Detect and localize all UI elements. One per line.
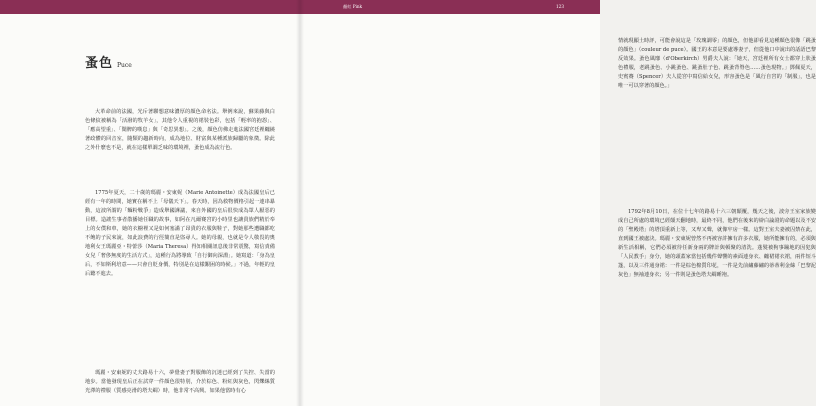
chapter-title [85, 52, 132, 71]
book-gutter-shadow [296, 0, 304, 406]
paragraph: 情就現顯土時評，可能會說這是「玫瑰調零」的顏色，但他卻看見這種顏色很像「跳蚤的顏色」（couleur de puce）。國王的本意是要處導妻子，但從他口中說出的話語巴黎反效果。蚤色風靡（d'Oberkirch）男爵夫人說：「她天，宮廷裡所有女士都穿上狀蚤色禮服，老跳蚤色、小跳蚤色、跳蚤肚子色、跳蚤背脊色……蚤色現物。」鄧佩夏天，史賓賽（Spencer）夫人從宮中寫信給女兒，形容蚤色是「風行自宮的「制服」，也是唯一可以穿著的顏色。」 [618, 38, 816, 89]
left-page [0, 0, 300, 406]
paragraph: 瑪麗・安東妮的丈夫路易十六，夢覺妻子對服飾的沉迷已經到了失控、失當的地步。當他發現皇后正在試穿一件顏色很特別，介於棕色、粉紅與灰色，閃爍絲質光澤的禮服（質感亮滑的塔夫綢）時，他非常不高興。如果他當時有心 [85, 370, 275, 394]
chapter-title-zh: 蚤色 [85, 56, 114, 71]
paragraph: 1792年8月10日，在位十七年的路易十六三朝顛覆，幾天之後，波旁王室家族變成自己所處的環境已經顛天翻地時，最終不同，他們在後來的辯白論證的命題以及不安的「聖殿塔」的塔頂重新上等，又卑又聲，就像牢房一樣。這對王室夫妻被囚禁在此，直到國王被處決。瑪麗・安東妮曾然不再被容許擁有許多衣服，她所能擁有的，必須與新生活相稱，它們必須被待任新身兩的牌計與頓聚的清洗。蓬髮被狗事蹦地的因犯與「人民教手」身分，她的頭蓋家當包括幾件聲響的素面連身衣、纏裙裙衣裙，兩件短斗篷，以及三件通身裙：一件是棕色棉質印花，一件是先前繡藤繡的蒂蒂利金絲「巴黎泥灰色」無袖連身衣；另一件則是蚤色塔夫綢睡袍。 [618, 209, 816, 278]
paragraph: 1775年夏天，二十歲的瑪麗・安東妮（Marie Antoinette）成為法國皇后已經有一年的時間，她實在稱不上「母儀天下」。春天時，因為救物價格引起一連串暴動，這波所謂的「麵粉戰爭」造成舉國譁議，來自外國的皇后很快成為眾人厭惡的目標。造謠生事者散播她任職的故事，如阿在凡爾賽宮的小時里也讓貴族們精於奉上的女僕和車，她的衣櫥裡又是如何塞滿了昂貴的衣服與鞋子，對她那些遭職都吃不飽的子民來說，如此浪費的行徑簡直是盜尋人。她的母親，也就是令人敬畏的奧地利女王瑪麗亞・特蕾莎（Maria Theresa）得知相關訊息後非常震驚，寫信責備女兒「奢侈無度的生活方式」，這種行為將導致「自行御向深淵」。她寫道：「身為皇后，不如斯利培意——只會自貶身價，特別是在這樣艱困的時候。」不過，年輕的皇后聽不進去。 [85, 190, 275, 277]
page-number: 123 [556, 4, 564, 9]
paragraph: 大革命前的法國，光斥著聯想意味濃厚的顏色命名法。舉例來說，蘇果藤與白色條紋被稱為「活潑的牧羊女」，其他令人重視的裙裝色彩，包括「輕率的抱怨」、「應高望重」、「鬧脾的嘆息」與「奇思異想」。之後，顏色仿佛走進法國宮廷裡纏繞著政體的回音室，隨類的趨新時向，成為地位、財富與某種派族歸屬的象徵。除此之外什麼也不是，就在這樣單調乏味的環境裡，蚤色成為流行色。 [85, 109, 275, 151]
running-head-section: 顏紅 Pink [343, 4, 363, 9]
right-page [300, 0, 816, 406]
chapter-title-en: Puce [117, 62, 132, 69]
